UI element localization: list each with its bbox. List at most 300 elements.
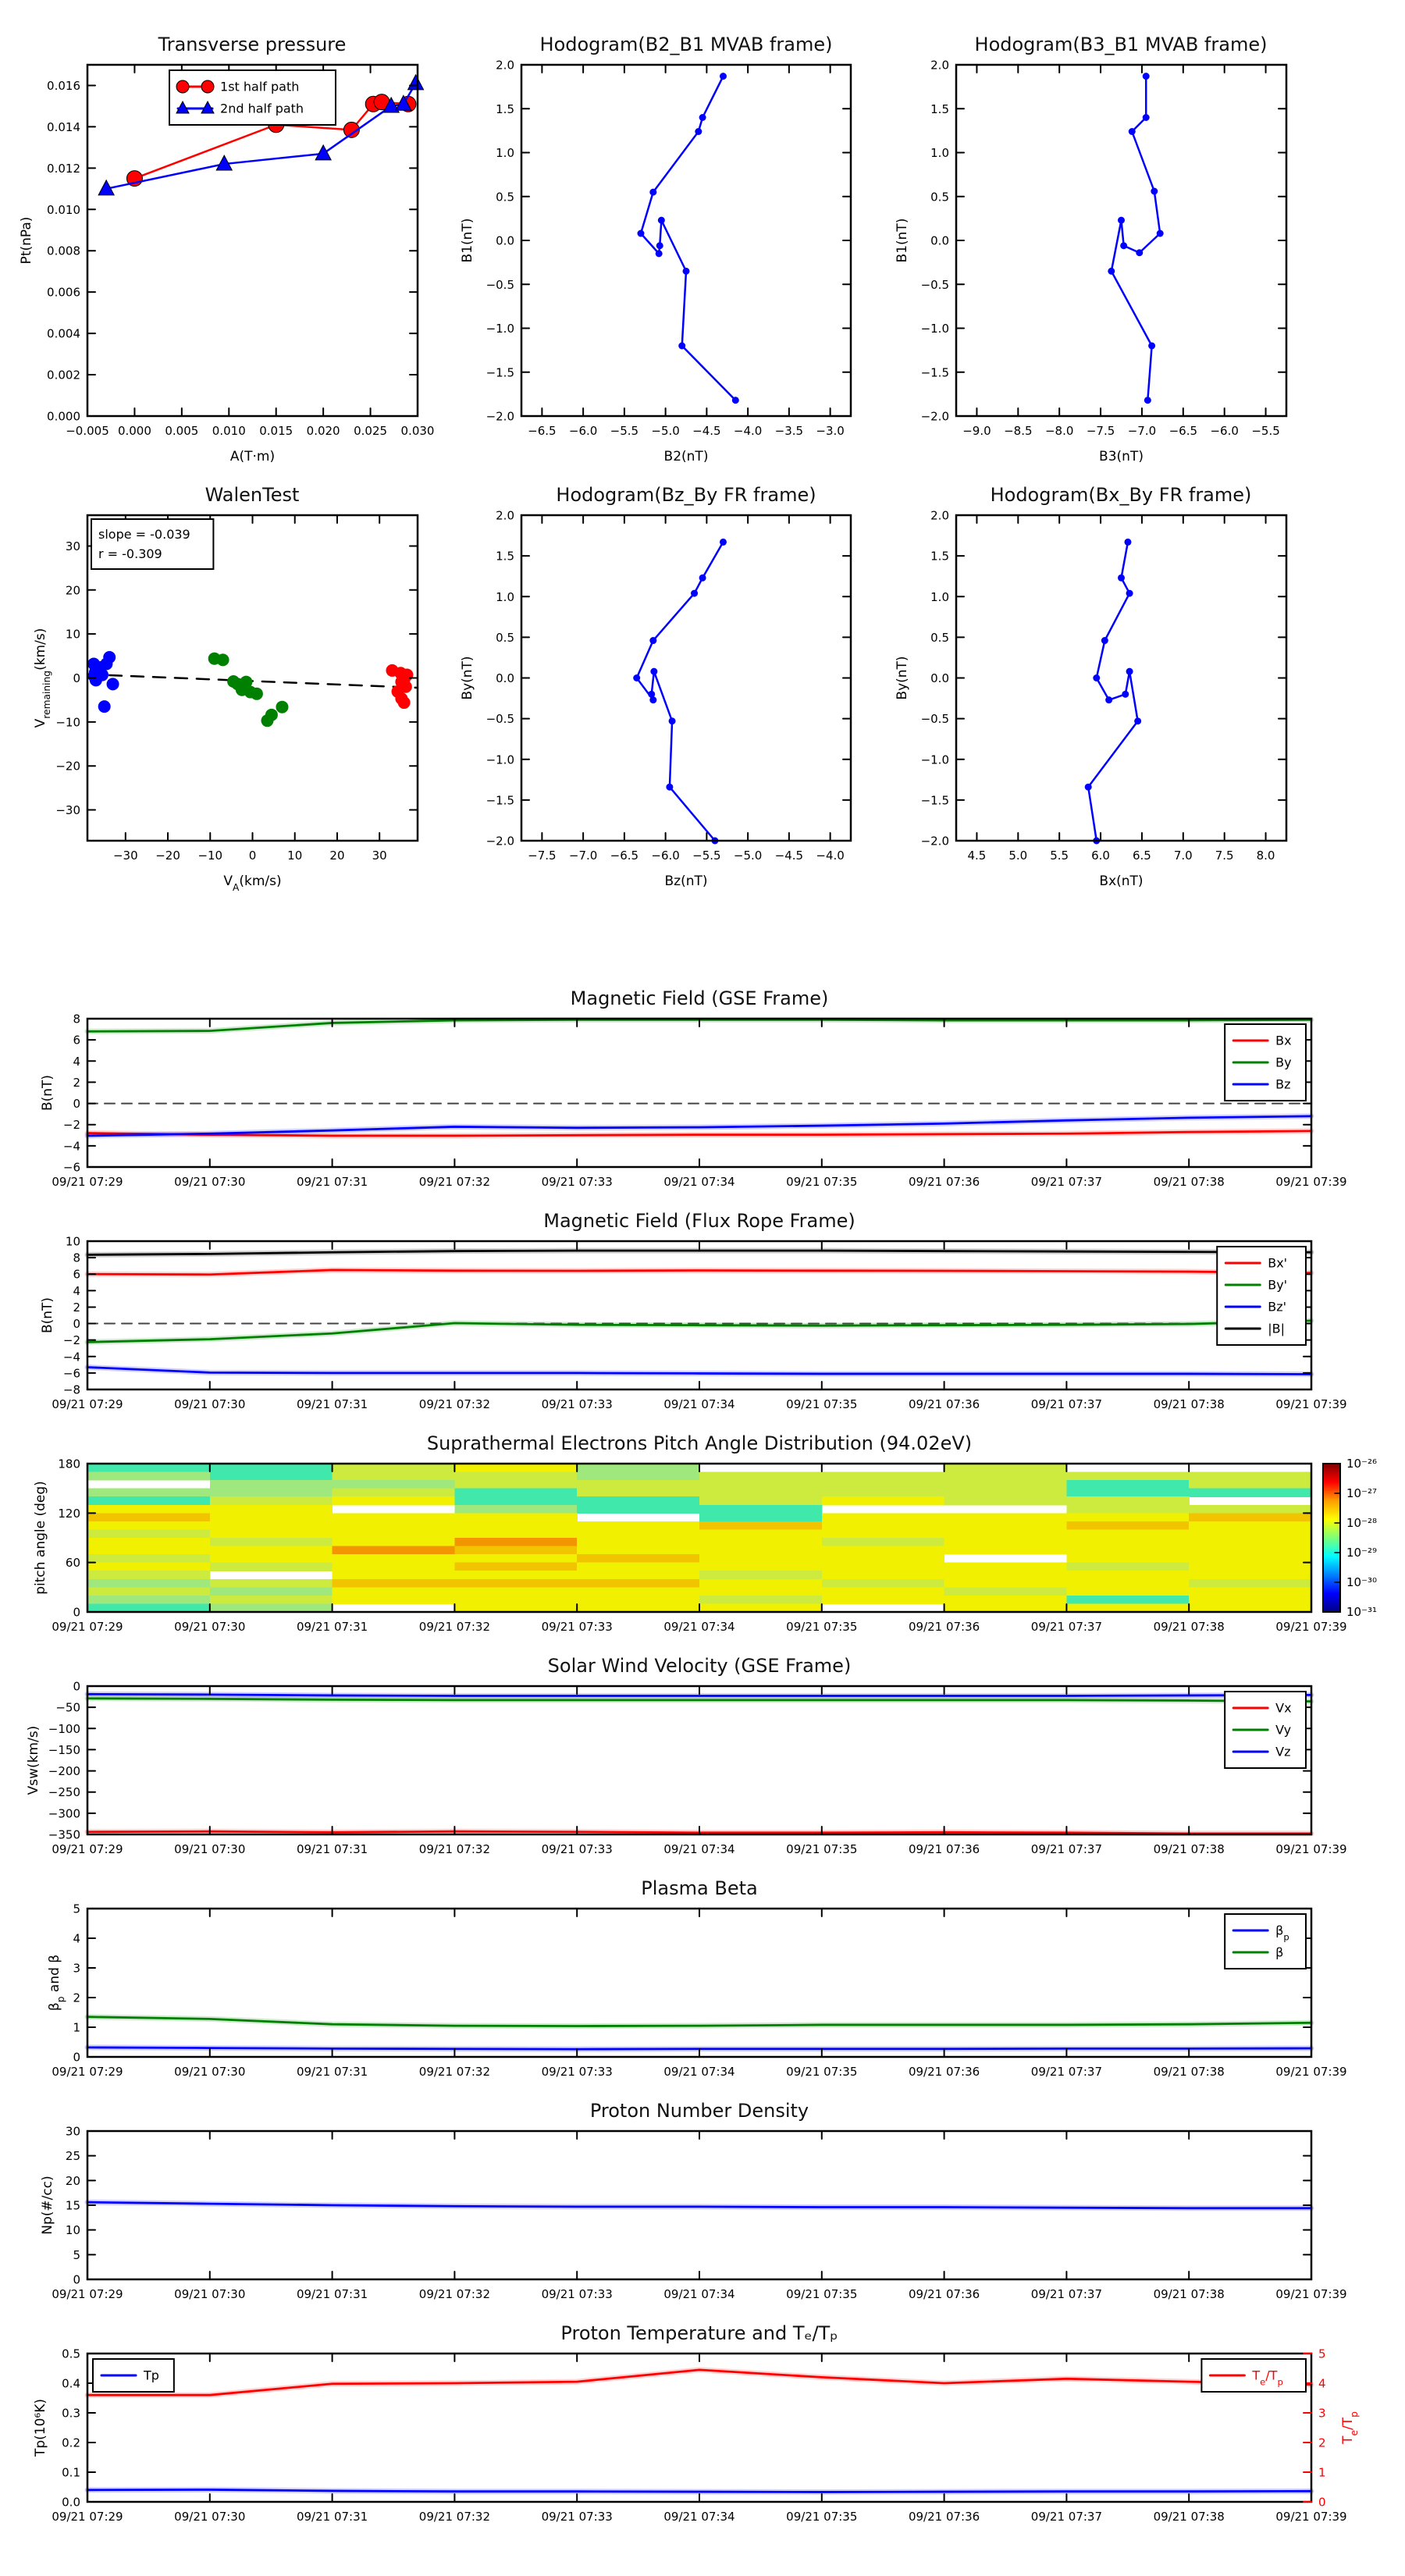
hodogram_b3b1-group bbox=[895, 59, 1286, 465]
svg-text:09/21 07:34: 09/21 07:34 bbox=[663, 2510, 735, 2524]
svg-text:09/21 07:38: 09/21 07:38 bbox=[1153, 1620, 1225, 1634]
svg-text:09/21 07:34: 09/21 07:34 bbox=[663, 1842, 735, 1856]
svg-text:09/21 07:30: 09/21 07:30 bbox=[174, 2065, 246, 2079]
svg-text:09/21 07:36: 09/21 07:36 bbox=[908, 1620, 980, 1634]
svg-text:09/21 07:35: 09/21 07:35 bbox=[786, 1620, 858, 1634]
svg-text:1.0: 1.0 bbox=[496, 146, 514, 160]
svg-text:09/21 07:37: 09/21 07:37 bbox=[1030, 2510, 1103, 2524]
svg-text:0.010: 0.010 bbox=[47, 202, 80, 217]
svg-text:B1(nT): B1(nT) bbox=[895, 218, 910, 263]
svg-text:−7.5: −7.5 bbox=[1086, 424, 1115, 438]
svg-text:7.0: 7.0 bbox=[1173, 849, 1193, 863]
svg-text:09/21 07:33: 09/21 07:33 bbox=[541, 1397, 613, 1411]
svg-text:1.0: 1.0 bbox=[496, 589, 514, 604]
svg-text:3: 3 bbox=[1318, 2406, 1326, 2421]
beta-group bbox=[47, 1902, 1347, 2080]
b_fr-group bbox=[40, 1235, 1347, 1412]
svg-text:−300: −300 bbox=[48, 1806, 80, 1821]
svg-text:09/21 07:36: 09/21 07:36 bbox=[908, 1175, 980, 1189]
svg-text:5: 5 bbox=[73, 1902, 80, 1916]
svg-text:09/21 07:32: 09/21 07:32 bbox=[418, 2065, 491, 2079]
hodogram-bzby-title: Hodogram(Bz_By FR frame) bbox=[556, 484, 816, 506]
svg-text:09/21 07:39: 09/21 07:39 bbox=[1275, 1620, 1347, 1634]
hodogram_bzby-group bbox=[460, 509, 851, 890]
svg-text:0.008: 0.008 bbox=[47, 244, 80, 258]
svg-text:−6.5: −6.5 bbox=[610, 849, 639, 863]
svg-text:−5.5: −5.5 bbox=[692, 849, 721, 863]
b_gse-group bbox=[40, 1012, 1347, 1190]
svg-text:15: 15 bbox=[65, 2198, 80, 2213]
svg-text:0: 0 bbox=[73, 671, 80, 685]
svg-text:βp and β: $\beta_p$ and β bbox=[47, 1954, 66, 2012]
svg-text:09/21 07:32: 09/21 07:32 bbox=[418, 1842, 491, 1856]
svg-text:7.5: 7.5 bbox=[1215, 849, 1234, 863]
svg-text:09/21 07:31: 09/21 07:31 bbox=[296, 2510, 368, 2524]
svg-text:1: 1 bbox=[73, 2020, 80, 2035]
svg-text:09/21 07:39: 09/21 07:39 bbox=[1275, 2287, 1347, 2301]
svg-text:0.006: 0.006 bbox=[47, 285, 80, 300]
svg-text:09/21 07:32: 09/21 07:32 bbox=[418, 2287, 491, 2301]
hodogram-b3b1-title: Hodogram(B3_B1 MVAB frame) bbox=[974, 34, 1268, 55]
svg-text:09/21 07:36: 09/21 07:36 bbox=[908, 2287, 980, 2301]
svg-text:30: 30 bbox=[372, 849, 387, 863]
svg-text:09/21 07:33: 09/21 07:33 bbox=[541, 1842, 613, 1856]
svg-text:09/21 07:38: 09/21 07:38 bbox=[1153, 2510, 1225, 2524]
svg-text:Np(#/cc): Np(#/cc) bbox=[40, 2176, 55, 2235]
svg-text:−6.5: −6.5 bbox=[528, 424, 557, 438]
svg-text:0.020: 0.020 bbox=[306, 424, 340, 438]
svg-text:−8.5: −8.5 bbox=[1004, 424, 1033, 438]
svg-text:−5.5: −5.5 bbox=[1251, 424, 1280, 438]
plasma-beta-title: Plasma Beta bbox=[641, 1877, 758, 1899]
svg-text:0.0: 0.0 bbox=[62, 2495, 80, 2510]
svg-text:B1(nT): B1(nT) bbox=[460, 218, 475, 263]
svg-text:By: By bbox=[1275, 1055, 1292, 1070]
proton-density-title: Proton Number Density bbox=[589, 2100, 809, 2122]
svg-text:−10: −10 bbox=[55, 715, 80, 730]
svg-text:09/21 07:34: 09/21 07:34 bbox=[663, 1620, 735, 1634]
svg-text:−350: −350 bbox=[48, 1827, 80, 1842]
svg-text:2: 2 bbox=[73, 1991, 80, 2005]
svg-text:−8: −8 bbox=[62, 1382, 80, 1397]
svg-text:Vx: Vx bbox=[1275, 1700, 1292, 1716]
svg-text:−0.5: −0.5 bbox=[486, 712, 514, 727]
solar-wind-velocity-title: Solar Wind Velocity (GSE Frame) bbox=[547, 1655, 852, 1677]
hodogram-bxby-title: Hodogram(Bx_By FR frame) bbox=[990, 484, 1252, 506]
svg-text:20: 20 bbox=[329, 849, 345, 863]
svg-text:0.0: 0.0 bbox=[496, 671, 514, 685]
svg-text:4: 4 bbox=[1318, 2376, 1326, 2391]
svg-text:4.5: 4.5 bbox=[967, 849, 987, 863]
svg-text:09/21 07:34: 09/21 07:34 bbox=[663, 1175, 735, 1189]
walen-test-title: WalenTest bbox=[205, 484, 300, 506]
svg-text:−7.0: −7.0 bbox=[568, 849, 598, 863]
svg-text:20: 20 bbox=[65, 583, 80, 598]
svg-text:09/21 07:30: 09/21 07:30 bbox=[174, 2510, 246, 2524]
svg-text:20: 20 bbox=[65, 2173, 80, 2188]
svg-text:60: 60 bbox=[65, 1556, 80, 1571]
svg-text:2: 2 bbox=[73, 1075, 80, 1090]
svg-text:09/21 07:31: 09/21 07:31 bbox=[296, 1842, 368, 1856]
svg-text:Te/Tp: $T_e/T_p$ bbox=[1340, 2411, 1360, 2444]
svg-text:5: 5 bbox=[1318, 2347, 1326, 2361]
svg-text:09/21 07:29: 09/21 07:29 bbox=[52, 1842, 123, 1856]
svg-text:−1.5: −1.5 bbox=[486, 793, 514, 808]
svg-text:1.5: 1.5 bbox=[930, 549, 949, 564]
svg-text:−250: −250 bbox=[48, 1785, 80, 1800]
svg-text:09/21 07:30: 09/21 07:30 bbox=[174, 1842, 246, 1856]
svg-text:−1.5: −1.5 bbox=[920, 793, 949, 808]
svg-text:09/21 07:34: 09/21 07:34 bbox=[663, 1397, 735, 1411]
svg-text:0.5: 0.5 bbox=[930, 190, 949, 205]
svg-text:0.004: 0.004 bbox=[47, 326, 80, 341]
svg-text:1st half path: 1st half path bbox=[220, 79, 300, 94]
svg-text:09/21 07:36: 09/21 07:36 bbox=[908, 2065, 980, 2079]
svg-text:0: 0 bbox=[248, 849, 257, 863]
svg-text:β: β bbox=[1275, 1944, 1284, 1960]
svg-text:−5.5: −5.5 bbox=[610, 424, 639, 438]
svg-text:0.0: 0.0 bbox=[930, 671, 949, 685]
svg-text:2.0: 2.0 bbox=[930, 508, 949, 523]
svg-text:2: 2 bbox=[73, 1300, 80, 1315]
svg-text:By(nT): By(nT) bbox=[895, 656, 910, 700]
svg-text:−6.0: −6.0 bbox=[651, 849, 680, 863]
svg-text:0: 0 bbox=[73, 1097, 80, 1112]
svg-text:−2.0: −2.0 bbox=[920, 409, 949, 424]
svg-text:Pt(nPa): Pt(nPa) bbox=[19, 216, 34, 265]
svg-text:−0.5: −0.5 bbox=[486, 277, 514, 292]
svg-text:09/21 07:37: 09/21 07:37 bbox=[1030, 2065, 1103, 2079]
svg-text:1.0: 1.0 bbox=[930, 146, 949, 160]
svg-text:−200: −200 bbox=[48, 1764, 80, 1779]
svg-text:09/21 07:37: 09/21 07:37 bbox=[1030, 2287, 1103, 2301]
hodogram-b2b1-title: Hodogram(B2_B1 MVAB frame) bbox=[539, 34, 833, 55]
svg-text:0: 0 bbox=[1318, 2495, 1326, 2510]
svg-text:09/21 07:33: 09/21 07:33 bbox=[541, 1175, 613, 1189]
svg-text:09/21 07:37: 09/21 07:37 bbox=[1030, 1397, 1103, 1411]
svg-text:6.0: 6.0 bbox=[1091, 849, 1110, 863]
svg-text:09/21 07:37: 09/21 07:37 bbox=[1030, 1620, 1103, 1634]
np-group bbox=[40, 2125, 1347, 2302]
svg-text:0.5: 0.5 bbox=[496, 190, 514, 205]
svg-text:8: 8 bbox=[73, 1251, 80, 1265]
svg-text:−4: −4 bbox=[62, 1139, 80, 1154]
svg-text:09/21 07:29: 09/21 07:29 bbox=[52, 1175, 123, 1189]
hodogram_bxby-group bbox=[895, 509, 1286, 890]
svg-text:−4.0: −4.0 bbox=[733, 424, 763, 438]
svg-text:0: 0 bbox=[73, 1605, 80, 1620]
svg-text:10⁻²⁶: 10⁻²⁶ bbox=[1346, 1457, 1378, 1471]
svg-text:0.0: 0.0 bbox=[930, 233, 949, 248]
svg-text:09/21 07:35: 09/21 07:35 bbox=[786, 1842, 858, 1856]
svg-text:−3.0: −3.0 bbox=[816, 424, 845, 438]
svg-text:10: 10 bbox=[65, 1234, 80, 1249]
svg-text:09/21 07:39: 09/21 07:39 bbox=[1275, 2510, 1347, 2524]
svg-text:09/21 07:35: 09/21 07:35 bbox=[786, 2065, 858, 2079]
svg-text:r = -0.309: r = -0.309 bbox=[98, 546, 162, 561]
svg-text:−6: −6 bbox=[62, 1366, 80, 1381]
svg-text:slope = -0.039: slope = -0.039 bbox=[98, 527, 190, 542]
pressure-group bbox=[19, 65, 434, 464]
svg-text:1: 1 bbox=[1318, 2465, 1326, 2480]
svg-text:09/21 07:36: 09/21 07:36 bbox=[908, 1397, 980, 1411]
svg-text:−20: −20 bbox=[55, 759, 80, 774]
svg-text:0.012: 0.012 bbox=[47, 161, 80, 176]
svg-text:0: 0 bbox=[73, 2272, 80, 2287]
svg-text:Tp(10⁶K): Tp(10⁶K) bbox=[33, 2398, 48, 2457]
svg-text:2.0: 2.0 bbox=[496, 508, 514, 523]
svg-text:−100: −100 bbox=[48, 1721, 80, 1736]
svg-text:0.2: 0.2 bbox=[62, 2435, 80, 2450]
svg-text:09/21 07:32: 09/21 07:32 bbox=[418, 1175, 491, 1189]
magnetic-field-fr-title: Magnetic Field (Flux Rope Frame) bbox=[543, 1210, 855, 1232]
svg-text:−7.0: −7.0 bbox=[1127, 424, 1157, 438]
svg-text:09/21 07:39: 09/21 07:39 bbox=[1275, 1397, 1347, 1411]
svg-text:1.5: 1.5 bbox=[930, 101, 949, 116]
svg-text:0.000: 0.000 bbox=[47, 409, 80, 424]
svg-text:−2: −2 bbox=[62, 1333, 80, 1348]
svg-text:B(nT): B(nT) bbox=[40, 1074, 55, 1112]
svg-text:09/21 07:29: 09/21 07:29 bbox=[52, 1397, 123, 1411]
svg-text:0.5: 0.5 bbox=[62, 2347, 80, 2361]
svg-text:0.014: 0.014 bbox=[47, 119, 80, 134]
svg-text:0.5: 0.5 bbox=[496, 630, 514, 645]
svg-text:0: 0 bbox=[73, 2050, 80, 2065]
svg-text:09/21 07:33: 09/21 07:33 bbox=[541, 1620, 613, 1634]
svg-text:0.5: 0.5 bbox=[930, 630, 949, 645]
svg-text:10⁻³⁰: 10⁻³⁰ bbox=[1346, 1575, 1378, 1589]
svg-text:09/21 07:38: 09/21 07:38 bbox=[1153, 1397, 1225, 1411]
svg-text:10⁻²⁹: 10⁻²⁹ bbox=[1346, 1546, 1378, 1560]
svg-text:09/21 07:31: 09/21 07:31 bbox=[296, 1175, 368, 1189]
tp-group bbox=[33, 2347, 1360, 2524]
svg-text:4: 4 bbox=[73, 1931, 80, 1946]
svg-text:0.3: 0.3 bbox=[62, 2406, 80, 2421]
svg-text:10: 10 bbox=[65, 2223, 80, 2238]
svg-text:VA(km/s): $V_A(km/s)$ bbox=[223, 873, 282, 893]
svg-text:09/21 07:30: 09/21 07:30 bbox=[174, 1397, 246, 1411]
svg-text:Bx': Bx' bbox=[1268, 1255, 1288, 1271]
svg-text:Vremaining(km/s): $V_{remaining}(km/s)$ bbox=[33, 628, 52, 728]
svg-text:09/21 07:39: 09/21 07:39 bbox=[1275, 1842, 1347, 1856]
svg-text:−1.0: −1.0 bbox=[920, 753, 949, 767]
svg-text:09/21 07:33: 09/21 07:33 bbox=[541, 2287, 613, 2301]
svg-text:−8.0: −8.0 bbox=[1044, 424, 1074, 438]
svg-text:4: 4 bbox=[73, 1283, 80, 1298]
svg-text:09/21 07:29: 09/21 07:29 bbox=[52, 2287, 123, 2301]
svg-text:5.5: 5.5 bbox=[1050, 849, 1069, 863]
svg-text:−0.5: −0.5 bbox=[920, 712, 949, 727]
svg-text:−3.5: −3.5 bbox=[774, 424, 804, 438]
svg-text:Vsw(km/s): Vsw(km/s) bbox=[26, 1725, 41, 1795]
svg-text:09/21 07:36: 09/21 07:36 bbox=[908, 2510, 980, 2524]
svg-text:09/21 07:33: 09/21 07:33 bbox=[541, 2065, 613, 2079]
svg-text:09/21 07:32: 09/21 07:32 bbox=[418, 1397, 491, 1411]
svg-text:|B|: |B| bbox=[1268, 1321, 1286, 1336]
svg-text:09/21 07:37: 09/21 07:37 bbox=[1030, 1842, 1103, 1856]
svg-text:09/21 07:38: 09/21 07:38 bbox=[1153, 1842, 1225, 1856]
svg-text:−4.0: −4.0 bbox=[816, 849, 845, 863]
svg-text:25: 25 bbox=[65, 2149, 80, 2164]
svg-text:−2.0: −2.0 bbox=[486, 409, 514, 424]
svg-text:−0.005: −0.005 bbox=[66, 424, 109, 438]
svg-text:Te/Tp: $T_e/T_p$ bbox=[1252, 2368, 1283, 2388]
svg-text:09/21 07:33: 09/21 07:33 bbox=[541, 2510, 613, 2524]
svg-text:0: 0 bbox=[73, 1679, 80, 1694]
svg-text:3: 3 bbox=[73, 1961, 80, 1976]
svg-text:0.1: 0.1 bbox=[62, 2465, 80, 2480]
svg-text:09/21 07:38: 09/21 07:38 bbox=[1153, 2065, 1225, 2079]
svg-text:−6.0: −6.0 bbox=[1210, 424, 1239, 438]
svg-text:1.0: 1.0 bbox=[930, 589, 949, 604]
svg-text:2: 2 bbox=[1318, 2435, 1326, 2450]
svg-text:09/21 07:34: 09/21 07:34 bbox=[663, 2287, 735, 2301]
svg-text:8: 8 bbox=[73, 1012, 80, 1026]
svg-text:0.016: 0.016 bbox=[47, 78, 80, 93]
svg-text:−0.5: −0.5 bbox=[920, 277, 949, 292]
svg-text:09/21 07:35: 09/21 07:35 bbox=[786, 2287, 858, 2301]
svg-text:09/21 07:30: 09/21 07:30 bbox=[174, 1175, 246, 1189]
svg-text:09/21 07:39: 09/21 07:39 bbox=[1275, 2065, 1347, 2079]
svg-text:2nd half path: 2nd half path bbox=[220, 101, 304, 116]
svg-text:10: 10 bbox=[65, 627, 80, 642]
hodogram_b2b1-group bbox=[460, 59, 851, 465]
svg-text:0.000: 0.000 bbox=[117, 424, 151, 438]
svg-text:−1.0: −1.0 bbox=[486, 322, 514, 336]
svg-text:Vy: Vy bbox=[1275, 1722, 1292, 1738]
svg-text:−1.5: −1.5 bbox=[920, 365, 949, 380]
svg-text:−2.0: −2.0 bbox=[486, 834, 514, 849]
svg-text:09/21 07:34: 09/21 07:34 bbox=[663, 2065, 735, 2079]
svg-text:09/21 07:31: 09/21 07:31 bbox=[296, 1397, 368, 1411]
svg-text:4: 4 bbox=[73, 1054, 80, 1069]
svg-text:−4: −4 bbox=[62, 1350, 80, 1364]
svg-text:09/21 07:35: 09/21 07:35 bbox=[786, 1175, 858, 1189]
magnetic-field-gse-title: Magnetic Field (GSE Frame) bbox=[570, 987, 829, 1009]
svg-text:09/21 07:32: 09/21 07:32 bbox=[418, 2510, 491, 2524]
svg-text:−7.5: −7.5 bbox=[528, 849, 557, 863]
svg-text:09/21 07:29: 09/21 07:29 bbox=[52, 2065, 123, 2079]
svg-text:10⁻²⁷: 10⁻²⁷ bbox=[1346, 1486, 1378, 1500]
svg-text:Vz: Vz bbox=[1275, 1744, 1291, 1759]
svg-text:−1.5: −1.5 bbox=[486, 365, 514, 380]
svg-text:09/21 07:31: 09/21 07:31 bbox=[296, 2287, 368, 2301]
svg-text:5.0: 5.0 bbox=[1008, 849, 1028, 863]
svg-text:120: 120 bbox=[58, 1506, 80, 1521]
svg-text:−10: −10 bbox=[197, 849, 223, 863]
svg-text:−50: −50 bbox=[55, 1700, 80, 1715]
transverse-pressure-title: Transverse pressure bbox=[158, 34, 347, 55]
svg-text:09/21 07:38: 09/21 07:38 bbox=[1153, 2287, 1225, 2301]
svg-text:B3(nT): B3(nT) bbox=[1099, 449, 1144, 464]
svg-text:0.4: 0.4 bbox=[62, 2376, 80, 2391]
svg-text:6.5: 6.5 bbox=[1133, 849, 1151, 863]
svg-text:−20: −20 bbox=[155, 849, 180, 863]
svg-text:09/21 07:32: 09/21 07:32 bbox=[418, 1620, 491, 1634]
pad-group bbox=[33, 1457, 1377, 1634]
svg-text:30: 30 bbox=[65, 539, 80, 553]
svg-text:1.5: 1.5 bbox=[496, 549, 514, 564]
svg-text:09/21 07:31: 09/21 07:31 bbox=[296, 2065, 368, 2079]
svg-text:09/21 07:31: 09/21 07:31 bbox=[296, 1620, 368, 1634]
proton-temperature-title: Proton Temperature and Tₑ/Tₚ bbox=[560, 2322, 838, 2344]
svg-text:6: 6 bbox=[73, 1267, 80, 1282]
svg-text:−6.0: −6.0 bbox=[568, 424, 598, 438]
svg-text:0.010: 0.010 bbox=[212, 424, 246, 438]
svg-text:5: 5 bbox=[73, 2247, 80, 2262]
svg-text:−9.0: −9.0 bbox=[962, 424, 991, 438]
svg-text:09/21 07:37: 09/21 07:37 bbox=[1030, 1175, 1103, 1189]
svg-text:6: 6 bbox=[73, 1033, 80, 1048]
walen-group bbox=[33, 515, 418, 893]
svg-text:0.025: 0.025 bbox=[354, 424, 388, 438]
svg-text:B(nT): B(nT) bbox=[40, 1297, 55, 1334]
svg-text:pitch angle (deg): pitch angle (deg) bbox=[33, 1481, 48, 1595]
svg-text:09/21 07:36: 09/21 07:36 bbox=[908, 1842, 980, 1856]
svg-text:Tp: Tp bbox=[144, 2368, 159, 2383]
svg-text:180: 180 bbox=[58, 1457, 80, 1471]
svg-text:09/21 07:30: 09/21 07:30 bbox=[174, 2287, 246, 2301]
svg-text:−1.0: −1.0 bbox=[920, 322, 949, 336]
svg-text:8.0: 8.0 bbox=[1256, 849, 1275, 863]
svg-text:−150: −150 bbox=[48, 1742, 80, 1757]
svg-text:09/21 07:38: 09/21 07:38 bbox=[1153, 1175, 1225, 1189]
svg-text:−4.5: −4.5 bbox=[692, 424, 721, 438]
svg-text:0.002: 0.002 bbox=[47, 368, 80, 382]
svg-text:09/21 07:35: 09/21 07:35 bbox=[786, 1397, 858, 1411]
svg-text:2.0: 2.0 bbox=[930, 58, 949, 73]
svg-text:−5.0: −5.0 bbox=[733, 849, 763, 863]
vsw-group bbox=[26, 1680, 1347, 1857]
svg-text:−30: −30 bbox=[55, 803, 80, 818]
svg-text:−6.5: −6.5 bbox=[1168, 424, 1198, 438]
svg-text:0.005: 0.005 bbox=[165, 424, 199, 438]
svg-text:09/21 07:30: 09/21 07:30 bbox=[174, 1620, 246, 1634]
svg-text:−2: −2 bbox=[62, 1118, 80, 1133]
svg-text:Bz': Bz' bbox=[1268, 1299, 1287, 1315]
svg-text:09/21 07:29: 09/21 07:29 bbox=[52, 2510, 123, 2524]
svg-text:−30: −30 bbox=[112, 849, 138, 863]
svg-text:B2(nT): B2(nT) bbox=[663, 449, 709, 464]
svg-text:βp: $\beta_p$ bbox=[1275, 1923, 1289, 1943]
svg-text:09/21 07:35: 09/21 07:35 bbox=[786, 2510, 858, 2524]
svg-text:0.030: 0.030 bbox=[400, 424, 435, 438]
pitch-angle-distribution-title: Suprathermal Electrons Pitch Angle Distribution (94.02eV) bbox=[426, 1432, 973, 1454]
svg-text:−6: −6 bbox=[62, 1160, 80, 1175]
svg-text:10: 10 bbox=[287, 849, 303, 863]
svg-text:By': By' bbox=[1268, 1277, 1288, 1293]
svg-text:10⁻³¹: 10⁻³¹ bbox=[1346, 1605, 1378, 1619]
svg-text:1.5: 1.5 bbox=[496, 101, 514, 116]
svg-text:Bz(nT): Bz(nT) bbox=[664, 873, 708, 889]
svg-text:Bx: Bx bbox=[1275, 1033, 1292, 1048]
svg-text:0.015: 0.015 bbox=[259, 424, 293, 438]
svg-text:By(nT): By(nT) bbox=[460, 656, 475, 700]
svg-text:09/21 07:39: 09/21 07:39 bbox=[1275, 1175, 1347, 1189]
svg-text:2.0: 2.0 bbox=[496, 58, 514, 73]
svg-text:Bz: Bz bbox=[1275, 1076, 1291, 1092]
svg-text:10⁻²⁸: 10⁻²⁸ bbox=[1346, 1516, 1378, 1530]
svg-text:−2.0: −2.0 bbox=[920, 834, 949, 849]
svg-text:A(T·m): A(T·m) bbox=[229, 449, 276, 464]
svg-text:−5.0: −5.0 bbox=[651, 424, 680, 438]
svg-text:30: 30 bbox=[65, 2124, 80, 2139]
svg-text:09/21 07:29: 09/21 07:29 bbox=[52, 1620, 123, 1634]
svg-text:Bx(nT): Bx(nT) bbox=[1099, 873, 1144, 889]
svg-text:−1.0: −1.0 bbox=[486, 753, 514, 767]
svg-text:0.0: 0.0 bbox=[496, 233, 514, 248]
svg-text:0: 0 bbox=[73, 1317, 80, 1332]
